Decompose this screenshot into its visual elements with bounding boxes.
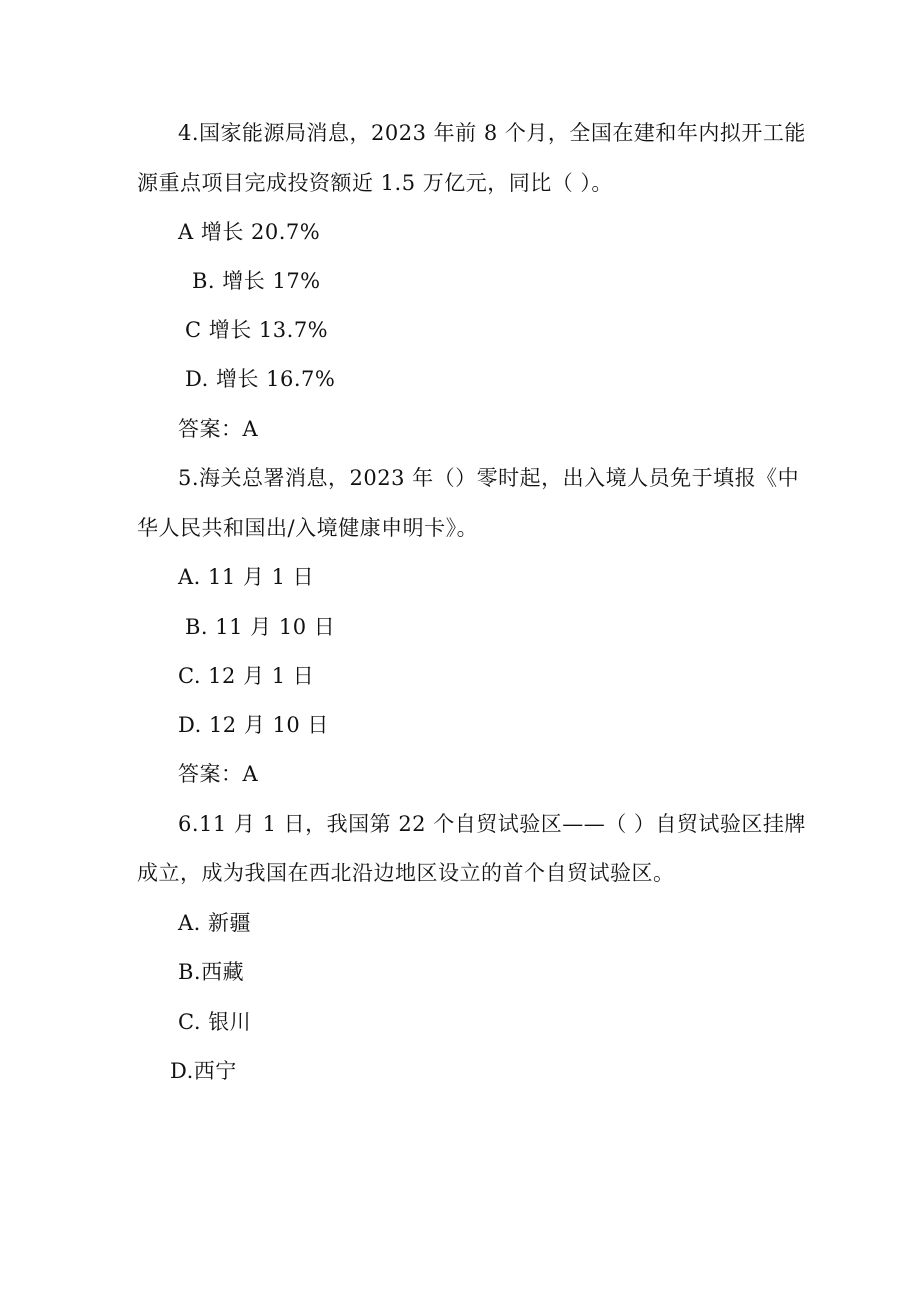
question-5-option-d: D. 12 月 10 日 — [178, 713, 329, 737]
question-4-option-d: D. 增长 16.7% — [185, 367, 336, 391]
question-4-stem-line-1: 4.国家能源局消息，2023 年前 8 个月，全国在建和年内拟开工能 — [178, 121, 806, 145]
question-4-option-c: C 增长 13.7% — [185, 318, 329, 342]
question-5-stem-line-1: 5.海关总署消息，2023 年（）零时起，出入境人员免于填报《中 — [178, 466, 800, 490]
question-5-option-b: B. 11 月 10 日 — [185, 615, 336, 639]
question-4-option-b: B. 增长 17% — [192, 269, 321, 293]
question-6-option-d: D.西宁 — [170, 1059, 237, 1083]
question-6-stem-line-1: 6.11 月 1 日，我国第 22 个自贸试验区——（ ）自贸试验区挂牌 — [178, 812, 806, 836]
question-4-option-a: A 增长 20.7% — [178, 220, 321, 244]
question-5-answer: 答案：A — [178, 762, 259, 786]
question-6-option-a: A. 新疆 — [178, 911, 252, 935]
question-6-option-c: C. 银川 — [178, 1010, 252, 1034]
question-4-answer: 答案：A — [178, 417, 259, 441]
question-5-stem-line-2: 华人民共和国出/入境健康申明卡》。 — [137, 516, 479, 540]
question-5-option-c: C. 12 月 1 日 — [178, 664, 315, 688]
question-6-stem-line-2: 成立，成为我国在西北沿边地区设立的首个自贸试验区。 — [137, 861, 675, 885]
question-6-option-b: B.西藏 — [178, 960, 245, 984]
question-5-option-a: A. 11 月 1 日 — [178, 565, 315, 589]
question-4-stem-line-2: 源重点项目完成投资额近 1.5 万亿元，同比（ ）。 — [137, 171, 613, 195]
